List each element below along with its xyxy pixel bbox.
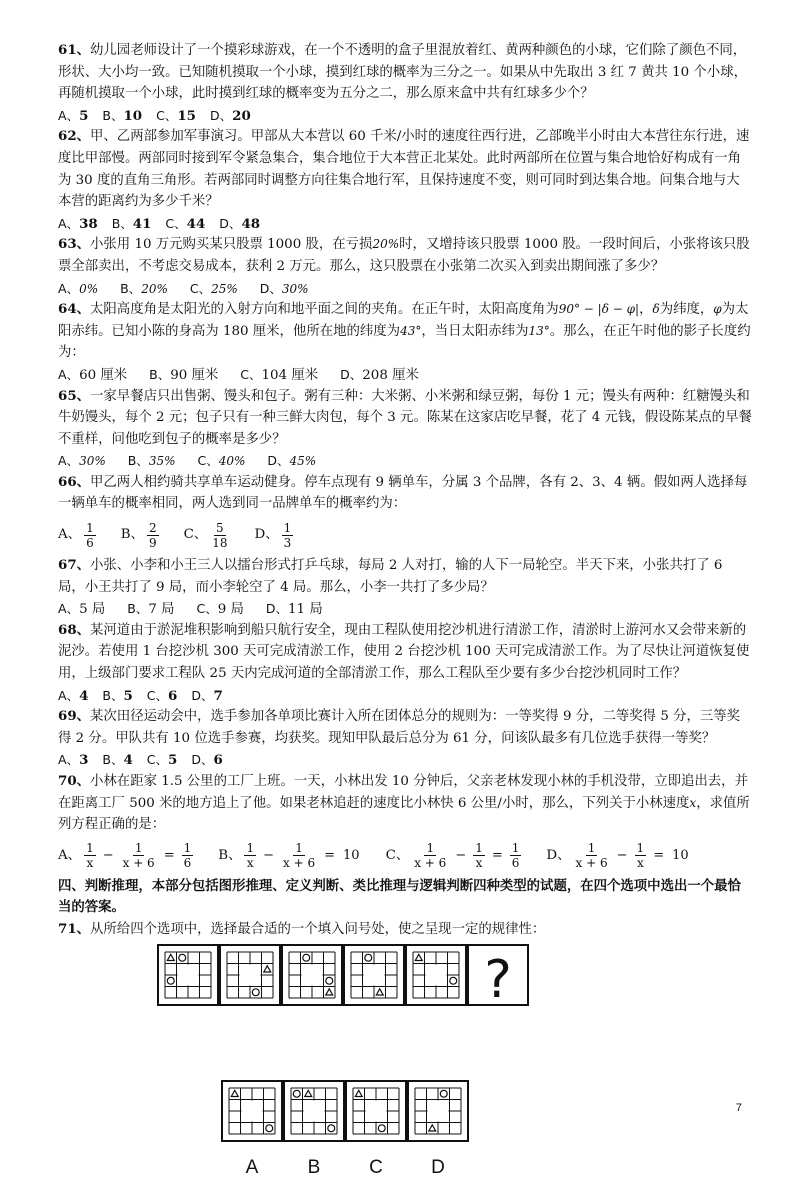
sequence-figure-5 xyxy=(406,945,466,1005)
grid-center xyxy=(426,964,447,985)
option-b[interactable]: B、4 xyxy=(102,752,133,769)
option-c[interactable]: C、15 xyxy=(156,107,196,124)
question-text: 甲乙两人相约骑共享单车运动健身。停车点现有 9 辆单车，分属 3 个品牌，各有 2、3、4 辆。假如两人选择每一辆单车的概率相同，两人选到同一品牌单车的概率约为： xyxy=(58,474,748,512)
option-c[interactable]: C、 $\frac{5}{18}$ xyxy=(183,520,228,550)
question-number: 71、 xyxy=(58,920,91,937)
triangle-symbol xyxy=(231,1090,238,1096)
option-b[interactable]: B、7 局 xyxy=(127,601,175,618)
option-b[interactable]: B、35% xyxy=(127,453,176,469)
option-b[interactable]: B、41 xyxy=(111,215,152,232)
option-d[interactable]: D、45% xyxy=(267,453,317,469)
question-67 xyxy=(58,555,752,598)
option-d[interactable]: D、208 厘米 xyxy=(340,366,419,383)
options-63 xyxy=(58,278,752,300)
option-b[interactable]: B、5 xyxy=(102,687,133,704)
page-number: 7 xyxy=(735,1102,742,1114)
option-d[interactable]: D、30% xyxy=(259,280,309,296)
question-number: 66、 xyxy=(58,473,91,490)
sequence-figure-3 xyxy=(282,945,342,1005)
option-label-a[interactable]: A xyxy=(245,1156,259,1178)
option-c[interactable]: C、40% xyxy=(197,453,246,469)
option-b[interactable]: B、90 厘米 xyxy=(149,366,219,383)
option-a[interactable]: A、 $\frac{1}{6}$ xyxy=(58,520,94,550)
triangle-symbol xyxy=(376,988,383,994)
question-number: 70、 xyxy=(58,773,91,789)
question-number: 67、 xyxy=(58,557,91,574)
grid-center xyxy=(240,964,261,985)
page-content xyxy=(58,40,752,1191)
options-69 xyxy=(58,749,752,771)
question-number: 61、 xyxy=(58,42,91,58)
option-c[interactable]: C、104 厘米 xyxy=(240,366,319,383)
options-62 xyxy=(58,213,752,235)
fraction: $\frac{5}{18}$ xyxy=(212,520,228,550)
option-c[interactable]: C、44 xyxy=(165,215,206,232)
question-number: 65、 xyxy=(58,387,91,404)
equation: $\frac{1}{x}$ − $\frac{1}{x + 6}$ = $\frac{1}{6}$ xyxy=(86,841,192,871)
circle-symbol xyxy=(303,954,310,961)
math-expression: 90° − |δ − φ| xyxy=(558,302,640,317)
question-number: 64、 xyxy=(58,301,91,318)
option-d[interactable]: D、11 局 xyxy=(265,601,323,618)
math-variable: x xyxy=(689,795,697,810)
option-d[interactable]: D、 $\frac{1}{x + 6}$ − $\frac{1}{x}$ = 10 xyxy=(546,841,692,870)
circle-symbol xyxy=(440,1090,447,1097)
fraction: $\frac{1}{6}$ xyxy=(86,520,94,550)
question-text: 某河道由于淤泥堆积影响到船只航行安全，现由工程队使用挖沙机进行清淤工作，清淤时上游河水又会带来新的泥沙。若使用 1 台挖沙机 300 天可完成清淤工作，使用 2 台挖沙机 100 天可完成清淤工作。为了尽快让河道恢复使用，上级部门要求工程队 25 天内完成河道的全部清淤工作，那么工程队至少要有多少台挖沙机同时工作？ xyxy=(58,622,750,682)
question-71 xyxy=(58,919,752,941)
question-text: 从所给四个选项中，选择最合适的一个填入问号处，使之呈现一定的规律性： xyxy=(90,921,546,937)
option-c[interactable]: C、25% xyxy=(189,280,238,296)
grid-center xyxy=(178,964,199,985)
question-63: 63、小张用 10 万元购买某只股票 1000 股，在亏损20%时，又增持该只股票 1000 股。一段时间后，小张将该只股票全部卖出，不考虑交易成本，获利 2 万元。那么，这只股票在小张第二次买入到卖出期间涨了多少？ xyxy=(58,236,750,274)
triangle-symbol xyxy=(264,965,271,971)
question-text: 幼儿园老师设计了一个摸彩球游戏，在一个不透明的盒子里混放着红、黄两种颜色的小球，它们除了颜色不同，形状、大小均一致。已知随机摸取一个小球，摸到红球的概率为三分之一。如果从中先取出 3 红 7 黄共 10 个小球，再随机摸取一个小球，此时摸到红球的概率变为五分之二，那么原来盒中共有红球多少个？ xyxy=(58,43,747,102)
options-67 xyxy=(58,598,752,620)
triangle-symbol xyxy=(326,988,333,994)
circle-symbol xyxy=(167,977,174,984)
option-b[interactable]: B、20% xyxy=(120,280,168,296)
option-label-d[interactable]: D xyxy=(431,1156,445,1178)
circle-symbol xyxy=(365,954,372,961)
option-c[interactable]: C、9 局 xyxy=(196,601,244,618)
option-a[interactable]: A、5 xyxy=(58,107,89,124)
question-text: 某次田径运动会中，选手参加各单项比赛计入所在团体总分的规则为：一等奖得 9 分，二等奖得 5 分，三等奖得 2 分。甲队共有 10 位选手参赛，均获奖。现知甲队最后总分为 61 分，问该队最多有几位选手获得一等奖？ xyxy=(58,709,741,746)
question-mark: ? xyxy=(484,949,512,1010)
figure-71-svg xyxy=(58,941,752,1191)
grid-center xyxy=(302,964,323,985)
triangle-symbol xyxy=(355,1090,362,1096)
question-69 xyxy=(58,706,752,749)
grid-center xyxy=(428,1100,449,1121)
question-64: 64、太阳高度角是太阳光的入射方向和地平面之间的夹角。在正午时，太阳高度角为90° − |δ − φ|，δ为纬度，φ为太阳赤纬。已知小陈的身高为 180 厘米，他所在地的纬度为43°，当日太阳赤纬为13°。那么，在正午时他的影子长度约为： xyxy=(58,301,751,361)
option-label-b[interactable]: B xyxy=(307,1156,321,1178)
question-number: 62、 xyxy=(58,128,91,145)
triangle-symbol xyxy=(305,1090,312,1096)
option-d[interactable]: D、7 xyxy=(191,687,223,704)
option-a[interactable]: A、 $\frac{1}{x}$ − $\frac{1}{x + 6}$ = $\frac{1}{6}$ xyxy=(58,841,196,870)
question-61 xyxy=(58,40,752,105)
question-number: 68、 xyxy=(58,621,91,638)
option-c[interactable]: C、6 xyxy=(146,687,178,704)
option-a[interactable]: A、38 xyxy=(58,215,98,232)
sequence-figure-1 xyxy=(158,945,218,1005)
option-d[interactable]: D、 $\frac{1}{3}$ xyxy=(254,520,292,550)
circle-symbol xyxy=(326,977,333,984)
option-b[interactable]: B、 $\frac{2}{9}$ xyxy=(120,520,157,550)
options-68 xyxy=(58,685,752,707)
circle-symbol xyxy=(266,1124,273,1131)
fraction: $\frac{1}{3}$ xyxy=(283,520,292,550)
options-66 xyxy=(58,515,752,555)
triangle-symbol xyxy=(415,954,422,960)
option-c[interactable]: C、5 xyxy=(146,752,178,769)
circle-symbol xyxy=(378,1124,385,1131)
grid-center xyxy=(364,964,385,985)
question-text: 甲、乙两部参加军事演习。甲部从大本营以 60 千米/小时的速度往西行进，乙部晚半小时由大本营往东行进，速度比甲部慢。两部同时接到军令紧急集合，集合地位于大本营正北某处。此时两部所在位置与集合地恰好构成有一角为 30 度的直角三角形。若两部同时调整方向往集合地行军，且保持速度不变，则可同时到达集合地。问集合地与大本营的距离约为多少千米？ xyxy=(58,129,750,210)
question-number: 69、 xyxy=(58,708,91,725)
circle-symbol xyxy=(179,954,186,961)
options-61 xyxy=(58,105,752,127)
grid-center xyxy=(304,1100,325,1121)
options-64 xyxy=(58,364,752,386)
question-66 xyxy=(58,472,752,515)
section-heading: 四、判断推理，本部分包括图形推理、定义判断、类比推理与逻辑判断四种类型的试题，在四个选项中选出一个最恰当的答案。 xyxy=(58,877,741,916)
options-70 xyxy=(58,836,752,876)
grid-center xyxy=(366,1100,387,1121)
question-65 xyxy=(58,386,752,451)
circle-symbol xyxy=(328,1124,335,1131)
math-expression: 20% xyxy=(372,237,400,252)
grid-center xyxy=(242,1100,263,1121)
option-a[interactable]: A、60 厘米 xyxy=(58,366,128,383)
equation: $\frac{1}{x + 6}$ − $\frac{1}{x}$ = 10 xyxy=(575,841,689,871)
question-70: 70、小林在距家 1.5 公里的工厂上班。一天，小林出发 10 分钟后，父亲老林发现小林的手机没带，立即追出去，并在距离工厂 500 米的地方追上了他。如果老林追赶的速度比小林快 6 公里/小时，那么，下列关于小林速度x，求值所列方程正确的是： xyxy=(58,773,750,833)
triangle-symbol xyxy=(429,1124,436,1130)
circle-symbol xyxy=(252,988,259,995)
option-b[interactable]: B、 $\frac{1}{x}$ − $\frac{1}{x + 6}$ = 10 xyxy=(218,841,363,870)
equation: $\frac{1}{x + 6}$ − $\frac{1}{x}$ = $\frac{1}{6}$ xyxy=(414,841,520,871)
option-d[interactable]: D、48 xyxy=(219,215,261,232)
option-a[interactable]: A、3 xyxy=(58,752,89,769)
option-a[interactable]: A、30% xyxy=(58,453,106,469)
option-d[interactable]: D、6 xyxy=(191,752,223,769)
figure-71 xyxy=(58,941,752,1191)
circle-symbol xyxy=(293,1090,300,1097)
option-d[interactable]: D、20 xyxy=(209,107,251,124)
question-number: 63、 xyxy=(58,236,91,253)
option-a[interactable]: A、4 xyxy=(58,687,89,704)
triangle-symbol xyxy=(167,954,174,960)
question-68 xyxy=(58,620,752,685)
option-a[interactable]: A、5 局 xyxy=(58,601,106,618)
option-b[interactable]: B、10 xyxy=(102,107,143,124)
question-62 xyxy=(58,126,752,212)
sequence-figure-2 xyxy=(220,945,280,1005)
sequence-figure-4 xyxy=(344,945,404,1005)
option-c[interactable]: C、 $\frac{1}{x + 6}$ − $\frac{1}{x}$ = $\frac{1}{6}$ xyxy=(386,841,525,870)
options-65 xyxy=(58,450,752,472)
fraction: $\frac{2}{9}$ xyxy=(148,520,157,550)
equation: $\frac{1}{x}$ − $\frac{1}{x + 6}$ = 10 xyxy=(246,841,360,871)
option-a[interactable]: A、0% xyxy=(58,280,99,296)
circle-symbol xyxy=(450,977,457,984)
question-text: 一家早餐店只出售粥、馒头和包子。粥有三种：大米粥、小米粥和绿豆粥，每份 1 元；馒头有两种：红糖馒头和牛奶馒头，每个 2 元；包子只有一种三鲜大肉包，每个 3 元。陈某在这家店吃早餐，花了 4 元钱，假设陈某点的早餐不重样，问他吃到包子的概率是多少？ xyxy=(58,388,752,447)
question-text: 小张、小李和小王三人以擂台形式打乒乓球，每局 2 人对打，输的人下一局轮空。半天下来，小张共打了 6 局，小王共打了 9 局，而小李轮空了 4 局。那么，小李一共打了多少局？ xyxy=(58,558,723,595)
option-label-c[interactable]: C xyxy=(369,1156,383,1178)
